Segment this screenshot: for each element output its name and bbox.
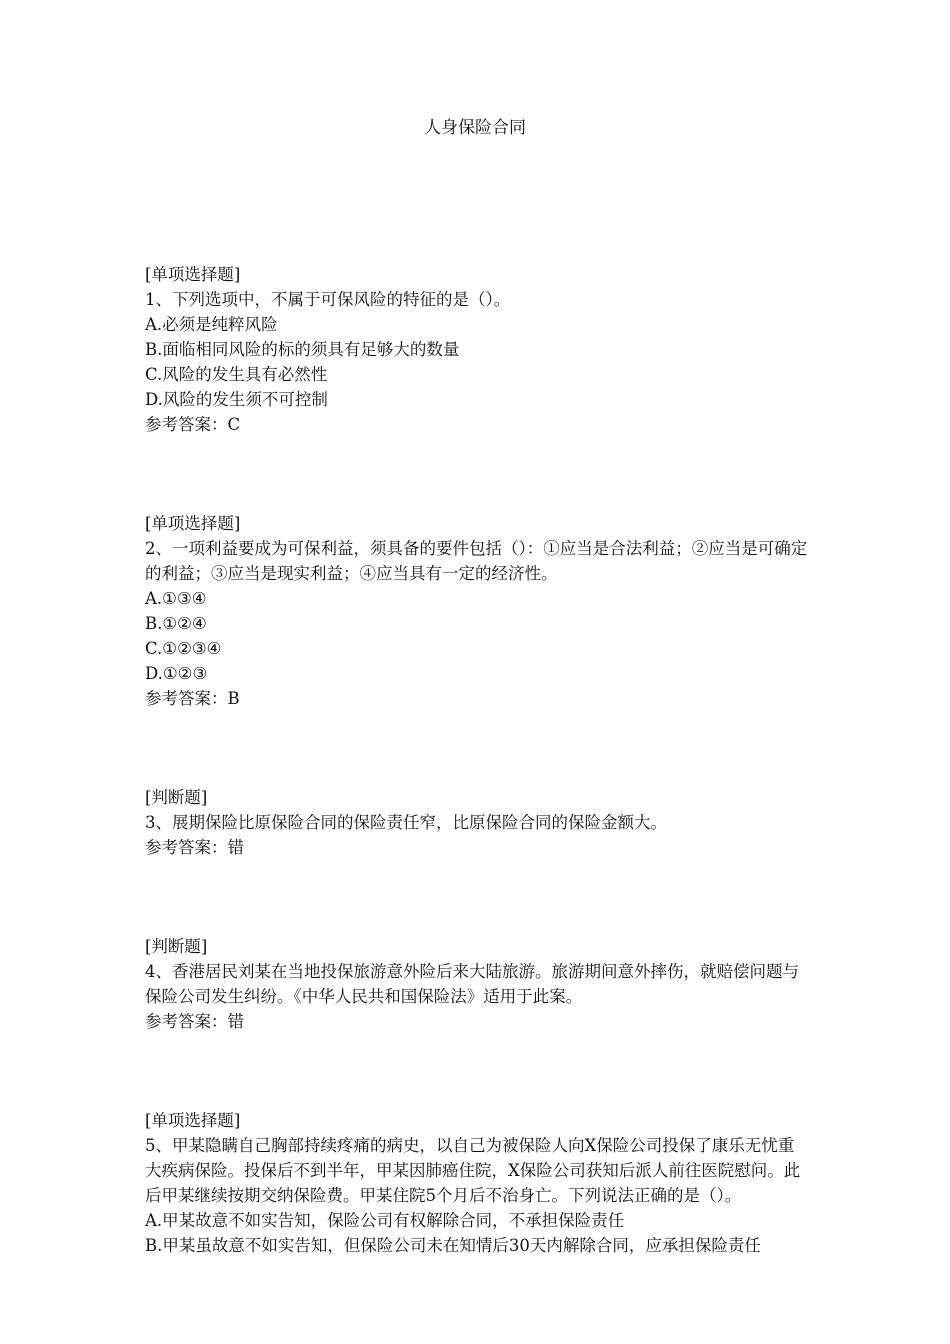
question-stem: 3、展期保险比原保险合同的保险责任窄，比原保险合同的保险金额大。 [145,813,667,832]
question-type: [判断题] [145,937,208,956]
question-stem: 2、一项利益要成为可保利益，须具备的要件包括（）：①应当是合法利益；②应当是可确定的利益；③应当是现实利益；④应当具有一定的经济性。 [145,539,808,583]
question-list [145,262,810,1332]
option-c: C.①②③④ [145,639,222,658]
question-1 [145,262,810,437]
option-d: D.风险的发生须不可控制 [145,390,328,409]
document-title: 人身保险合同 [424,118,526,138]
option-a: A.①③④ [145,589,207,608]
question-type: [单项选择题] [145,514,241,533]
option-c: C.风险的发生具有必然性 [145,365,328,384]
question-type: [单项选择题] [145,265,241,284]
reference-answer: 参考答案：错 [145,838,244,857]
reference-answer: 参考答案：C [145,415,241,434]
question-3 [145,785,810,860]
question-stem: 5、甲某隐瞒自己胸部持续疼痛的病史，以自己为被保险人向X保险公司投保了康乐无忧重大疾病保险。投保后不到半年，甲某因肺癌住院，X保险公司获知后派人前往医院慰问。此后甲某继续按期交纳保险费。甲某住院5个月后不治身亡。下列说法正确的是（）。 [145,1136,801,1205]
option-b: B.①②④ [145,614,207,633]
option-b: B.甲某虽故意不如实告知，但保险公司未在知情后30天内解除合同，应承担保险责任 [145,1236,761,1255]
question-stem: 1、下列选项中，不属于可保风险的特征的是（）。 [145,290,511,309]
option-a: A.甲某故意不如实告知，保险公司有权解除合同，不承担保险责任 [145,1211,625,1230]
question-4 [145,934,810,1034]
question-type: [判断题] [145,788,208,807]
reference-answer: 参考答案：B [145,689,240,708]
option-a: A.必须是纯粹风险 [145,315,278,334]
option-d: D.①②③ [145,664,208,683]
option-b: B.面临相同风险的标的须具有足够大的数量 [145,340,460,359]
question-type: [单项选择题] [145,1111,241,1130]
question-5 [145,1108,810,1258]
reference-answer: 参考答案：错 [145,1012,244,1031]
question-2 [145,511,810,711]
question-stem: 4、香港居民刘某在当地投保旅游意外险后来大陆旅游。旅游期间意外摔伤，就赔偿问题与保险公司发生纠纷。《中华人民共和国保险法》适用于此案。 [145,962,799,1006]
